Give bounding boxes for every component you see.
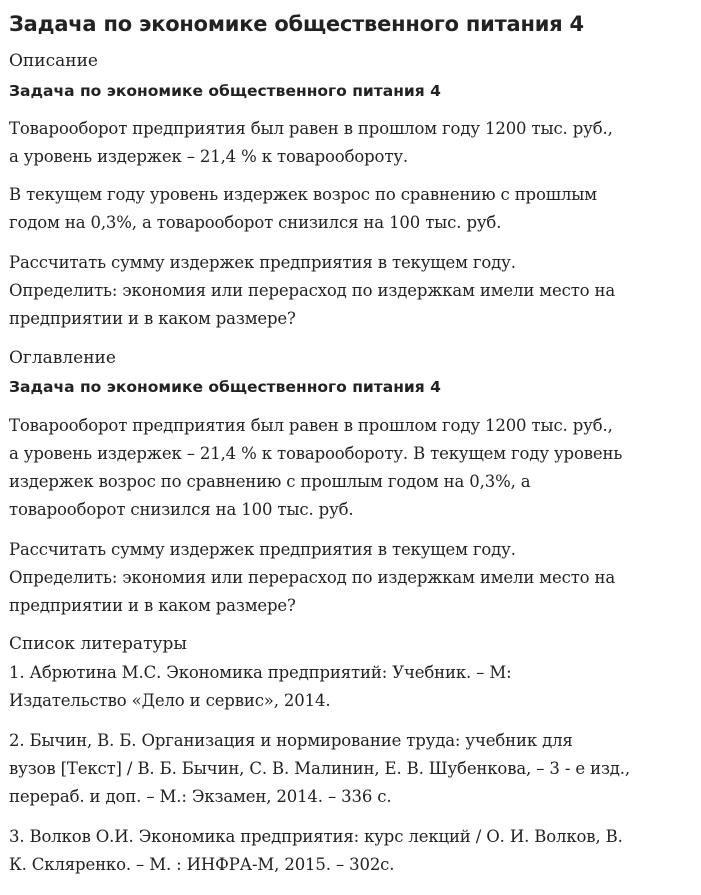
text-line: перераб. и доп. – М.: Экзамен, 2014. – 336 с.	[9, 787, 392, 806]
description-paragraph-2	[9, 181, 699, 237]
text-line: предприятии и в каком размере?	[9, 309, 296, 328]
description-label: Описание	[9, 51, 98, 71]
text-line: а уровень издержек – 21,4 % к товарообороту. В текущем году уровень	[9, 444, 623, 463]
description-paragraph-1	[9, 115, 699, 171]
contents-paragraph-1	[9, 412, 699, 524]
references-label: Список литературы	[9, 634, 187, 654]
page-title: Задача по экономике общественного питания 4	[9, 12, 584, 36]
text-line: К. Скляренко. – М. : ИНФРА-М, 2015. – 302с.	[9, 855, 395, 874]
description-subheading: Задача по экономике общественного питания 4	[9, 82, 441, 100]
text-line: Определить: экономия или перерасход по издержкам имели место на	[9, 281, 616, 300]
text-line: Определить: экономия или перерасход по издержкам имели место на	[9, 568, 616, 587]
reference-item-3	[9, 823, 699, 879]
text-line: Товарооборот предприятия был равен в прошлом году 1200 тыс. руб.,	[9, 416, 613, 435]
text-line: Издательство «Дело и сервис», 2014.	[9, 691, 331, 710]
text-line: издержек возрос по сравнению с прошлым годом на 0,3%, а	[9, 472, 531, 491]
text-line: Рассчитать сумму издержек предприятия в текущем году.	[9, 540, 516, 559]
text-line: Рассчитать сумму издержек предприятия в текущем году.	[9, 253, 516, 272]
text-line: вузов [Текст] / В. Б. Бычин, С. В. Малинин, Е. В. Шубенкова, – 3 - е изд.,	[9, 759, 631, 778]
text-line: 3. Волков О.И. Экономика предприятия: курс лекций / О. И. Волков, В.	[9, 827, 623, 846]
text-line: 1. Абрютина М.С. Экономика предприятий: Учебник. – М:	[9, 663, 512, 682]
contents-subheading: Задача по экономике общественного питания 4	[9, 378, 441, 396]
reference-item-1	[9, 659, 699, 715]
text-line: 2. Бычин, В. Б. Организация и нормирование труда: учебник для	[9, 731, 573, 750]
text-line: товарооборот снизился на 100 тыс. руб.	[9, 500, 354, 519]
text-line: В текущем году уровень издержек возрос по сравнению с прошлым	[9, 185, 597, 204]
reference-item-2	[9, 727, 699, 811]
description-paragraph-3	[9, 249, 699, 333]
text-line: а уровень издержек – 21,4 % к товарообороту.	[9, 147, 408, 166]
text-line: предприятии и в каком размере?	[9, 596, 296, 615]
text-line: годом на 0,3%, а товарооборот снизился на 100 тыс. руб.	[9, 213, 502, 232]
contents-paragraph-2	[9, 536, 699, 620]
text-line: Товарооборот предприятия был равен в прошлом году 1200 тыс. руб.,	[9, 119, 613, 138]
contents-label: Оглавление	[9, 348, 116, 368]
